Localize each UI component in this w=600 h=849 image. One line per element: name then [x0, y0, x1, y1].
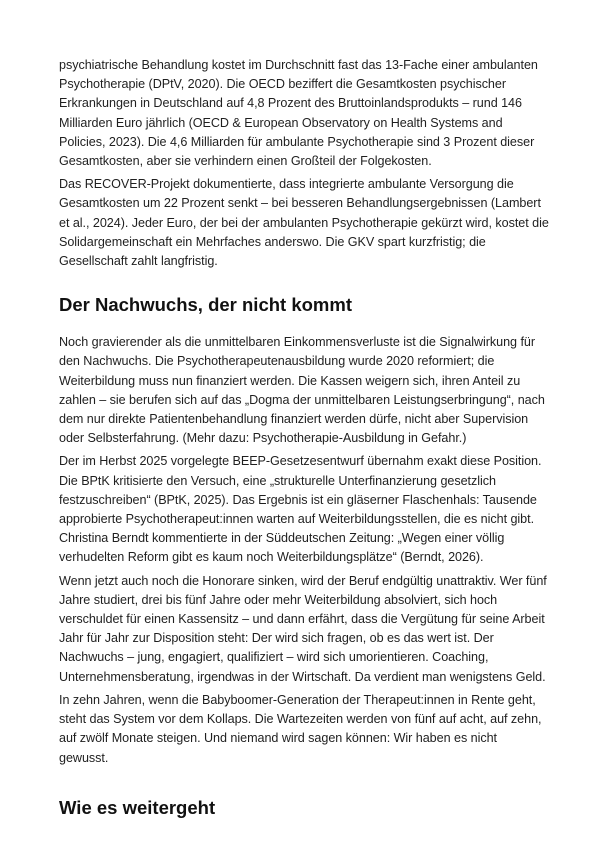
section-heading: Der Nachwuchs, der nicht kommt	[59, 294, 352, 316]
paragraph: Wenn jetzt auch noch die Honorare sinken, wird der Beruf endgültig unattraktiv. Wer fünf Jahre studiert, drei bis fünf Jahre oder mehr Weiterbildung absolviert, sich hoch verschuldet für einen Kassensitz – und dann erfährt, dass die Vergütung für seine Arbeit Jahr für Jahr zur Disposition steht: Der wird sich fragen, ob es das wert ist. Der Nachwuchs – jung, engagiert, qualifiziert – wird sich umorientieren. Coaching, Unternehmensberatung, irgendwas in der Wirtschaft. Da verdient man wenigstens Geld.	[59, 573, 547, 684]
paragraph: psychiatrische Behandlung kostet im Durchschnitt fast das 13-Fache einer ambulanten Psychotherapie (DPtV, 2020). Die OECD beziffert die Gesamtkosten psychischer Erkrankungen in Deutschland auf 4,8 Prozent des Bruttoinlandsprodukts – rund 146 Milliarden Euro jährlich (OECD & European Observatory on Health Systems and Policies, 2023). Die 4,6 Milliarden für ambulante Psychotherapie sind 3 Prozent dieser Gesamtkosten, aber sie verhindern einen Großteil der Folgekosten.	[59, 58, 538, 169]
paragraph: Das RECOVER-Projekt dokumentierte, dass integrierte ambulante Versorgung die Gesamtkosten um 22 Prozent senkt – bei besseren Behandlungsergebnissen (Lambert et al., 2024). Jeder Euro, der bei der ambulanten Psychotherapie gekürzt wird, kostet die Solidargemeinschaft ein Mehrfaches anderswo. Die GKV spart kurzfristig; die Gesellschaft zahlt langfristig.	[59, 177, 549, 269]
section-heading: Wie es weitergeht	[59, 796, 216, 818]
paragraph: Noch gravierender als die unmittelbaren Einkommensverluste ist die Signalwirkung für den Nachwuchs. Die Psychotherapeutenausbildung wurde 2020 reformiert; die Weiterbildung muss nun finanziert werden. Die Kassen weigern sich, ihren Anteil zu zahlen – sie berufen sich auf das „Dogma der unmittelbaren Leistungserbringung“, nach dem nur direkte Patientenbehandlung finanziert werden dürfe, nicht aber Supervision oder Selbsterfahrung. (Mehr dazu: Psychotherapie-Ausbildung in Gefahr.)	[59, 335, 545, 446]
paragraph: Der im Herbst 2025 vorgelegte BEEP-Gesetzesentwurf übernahm exakt diese Position. Die BPtK kritisierte den Versuch, eine „strukturelle Unterfinanzierung gesetzlich festzuschreiben“ (BPtK, 2025). Das Ergebnis ist ein gläserner Flaschenhals: Tausende approbierte Psychotherapeut:innen warten auf Weiterbildungsstellen, die es nicht gibt. Christina Berndt kommentierte in der Süddeutschen Zeitung: „Wegen einer völlig verhudelten Reform gibt es kaum noch Weiterbildungsplätze“ (Berndt, 2026).	[59, 454, 542, 565]
document-page	[59, 56, 549, 820]
paragraph: In zehn Jahren, wenn die Babyboomer-Generation der Therapeut:innen in Rente geht, steht das System vor dem Kollaps. Die Wartezeiten werden von fünf auf acht, auf zehn, auf zwölf Monate steigen. Und niemand wird sagen können: Wir haben es nicht gewusst.	[59, 692, 542, 765]
